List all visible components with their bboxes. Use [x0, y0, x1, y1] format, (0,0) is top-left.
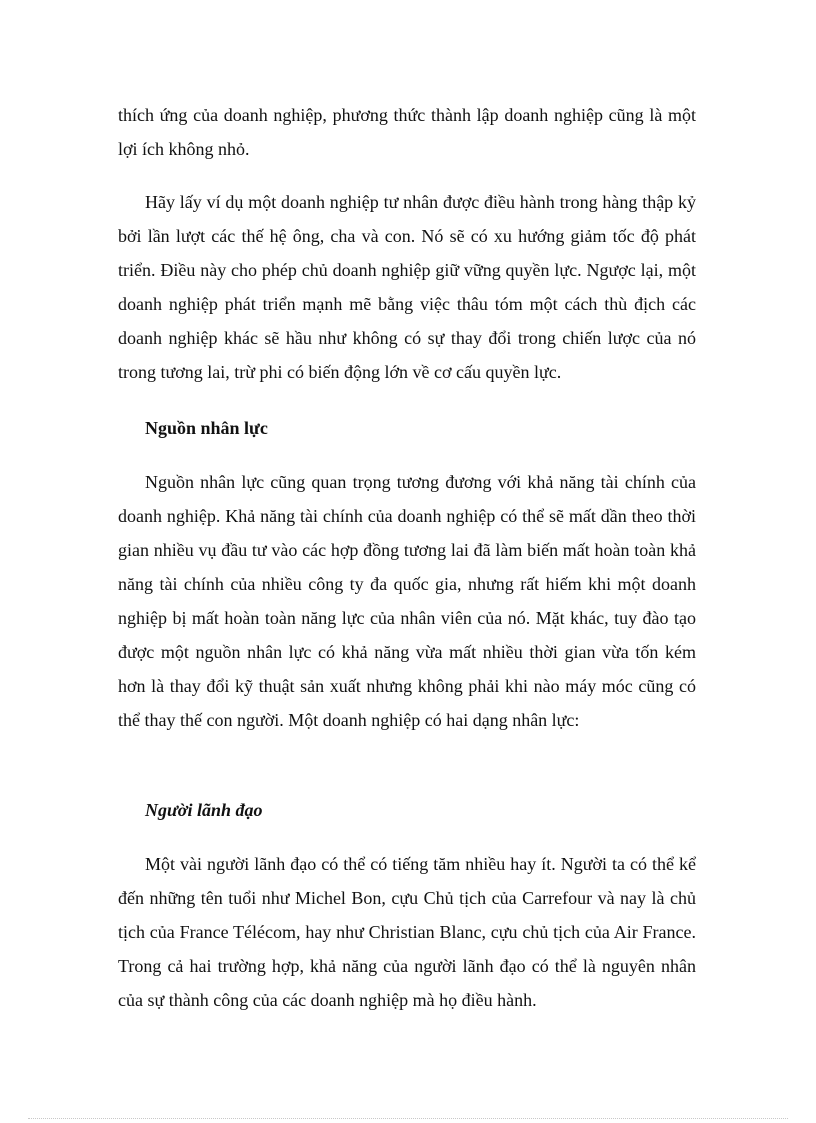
- paragraph-continuation: thích ứng của doanh nghiệp, phương thức thành lập doanh nghiệp cũng là một lợi ích không nhỏ.: [118, 105, 696, 159]
- page-bottom-divider: [28, 1118, 788, 1119]
- paragraph-family-business-example: Hãy lấy ví dụ một doanh nghiệp tư nhân được điều hành trong hàng thập kỷ bởi lần lượt các thế hệ ông, cha và con. Nó sẽ có xu hướng giảm tốc độ phát triển. Điều này cho phép chủ doanh nghiệp giữ vững quyền lực. Ngược lại, một doanh nghiệp phát triển mạnh mẽ bằng việc thâu tóm một cách thù địch các doanh nghiệp khác sẽ hầu như không có sự thay đổi trong chiến lược của nó trong tương lai, trừ phi có biến động lớn về cơ cấu quyền lực.: [118, 192, 696, 382]
- paragraph-leaders: Một vài người lãnh đạo có thể có tiếng tăm nhiều hay ít. Người ta có thể kể đến những tên tuổi như Michel Bon, cựu Chủ tịch của Carrefour và nay là chủ tịch của France Télécom, hay như Christian Blanc, cựu chủ tịch của Air France. Trong cả hai trường hợp, khả năng của người lãnh đạo có thể là nguyên nhân của sự thành công của các doanh nghiệp mà họ điều hành.: [118, 854, 696, 1010]
- subsection-heading-leaders: Người lãnh đạo: [145, 800, 263, 820]
- section-heading-human-resources: Nguồn nhân lực: [145, 418, 268, 438]
- paragraph-human-resources: Nguồn nhân lực cũng quan trọng tương đương với khả năng tài chính của doanh nghiệp. Khả năng tài chính của doanh nghiệp có thể sẽ mất dần theo thời gian nhiều vụ đầu tư vào các hợp đồng tương lai đã làm biến mất hoàn toàn khả năng tài chính của nhiều công ty đa quốc gia, nhưng rất hiếm khi một doanh nghiệp bị mất hoàn toàn năng lực của nhân viên của nó. Mặt khác, tuy đào tạo được một nguồn nhân lực có khả năng vừa mất nhiều thời gian vừa tốn kém hơn là thay đổi kỹ thuật sản xuất nhưng không phải khi nào máy móc cũng có thể thay thế con người. Một doanh nghiệp có hai dạng nhân lực:: [118, 472, 696, 730]
